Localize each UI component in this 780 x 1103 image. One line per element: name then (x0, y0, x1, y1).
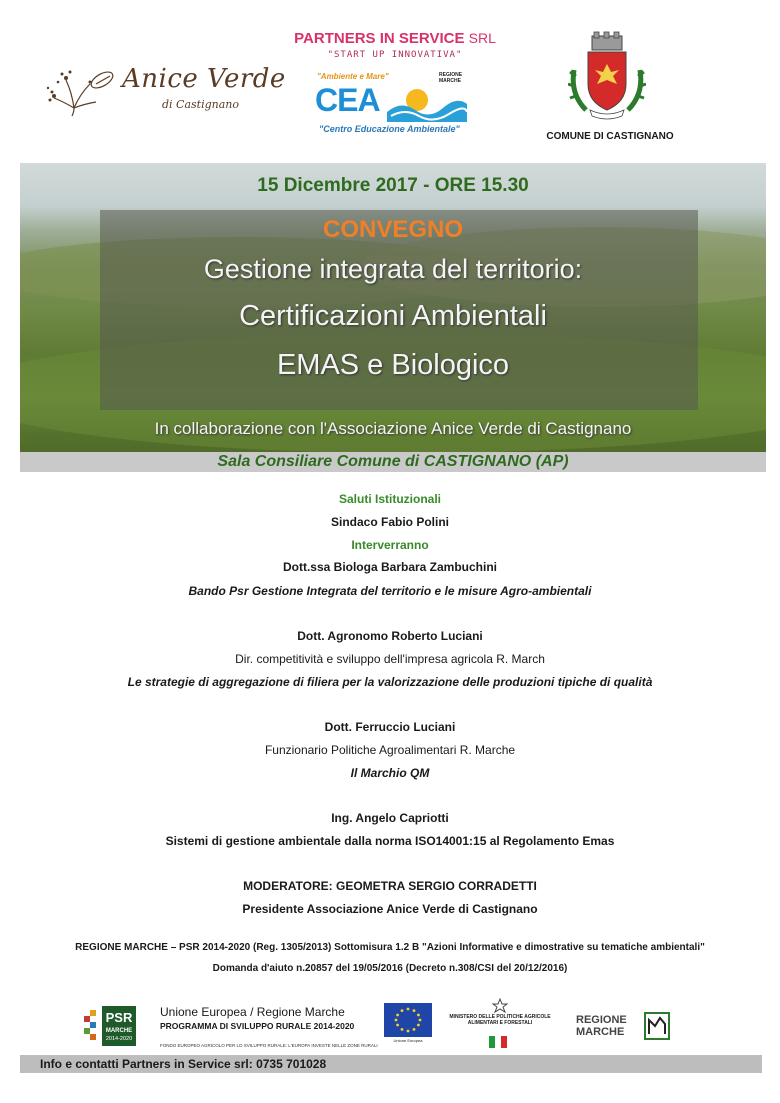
cea-logo (315, 72, 475, 142)
event-banner (20, 163, 766, 471)
speaker-talk: Le strategie di aggregazione di filiera per la valorizzazione delle produzioni tipiche di qualità (127, 675, 653, 689)
speaker-role: Dir. competitività e sviluppo dell'impresa agricola R. March (235, 652, 545, 666)
eu-flag-caption: Unione Europea (393, 1038, 423, 1043)
comune-label: COMUNE DI CASTIGNANO (546, 131, 674, 142)
sun-wave-icon (387, 86, 467, 122)
cea-acronym: CEA (315, 82, 380, 118)
partners-suffix: SRL (468, 30, 496, 46)
event-title-line3: EMAS e Biologico (276, 349, 510, 381)
partners-in-service-logo (270, 30, 520, 60)
speakers-heading: Interverranno (351, 538, 429, 552)
rm-line1: REGIONE (576, 1014, 627, 1026)
psr-logo-region: MARCHE (105, 1028, 133, 1034)
ue-line2: PROGRAMMA DI SVILUPPO RURALE 2014-2020 (160, 1021, 355, 1031)
speaker-role: Funzionario Politiche Agroalimentari R. Marche (264, 743, 516, 757)
ue-program-text (160, 1005, 380, 1048)
cea-regione-text: REGIONE MARCHE (439, 72, 463, 84)
application-line: Domanda d'aiuto n.20857 del 19/05/2016 (Decreto n.308/CSI del 20/12/2016) (212, 963, 568, 974)
rm-line2: MARCHE (576, 1026, 625, 1038)
moderator-role: Presidente Associazione Anice Verde di Castignano (242, 902, 538, 916)
moderator: MODERATORE: GEOMETRA SERGIO CORRADETTI (243, 879, 537, 893)
speaker-name: Dott. Ferruccio Luciani (324, 720, 456, 734)
anise-flower-icon (44, 58, 124, 118)
speaker-talk: Bando Psr Gestione Integrata del territorio e le misure Agro-ambientali (188, 584, 592, 598)
greetings-person: Sindaco Fabio Polini (330, 515, 449, 529)
partners-tagline: "START UP INNOVATIVA" (327, 50, 463, 60)
event-title-line1: Gestione integrata del territorio: (203, 254, 583, 284)
psr-logo-years: 2014-2020 (105, 1036, 133, 1042)
venue: Sala Consiliare Comune di CASTIGNANO (AP) (217, 453, 569, 470)
regione-marche-emblem-icon (644, 1012, 670, 1040)
italian-flag-icon (489, 1036, 507, 1048)
regione-marche-logo (576, 1012, 676, 1042)
event-date: 15 Dicembre 2017 - ORE 15.30 (257, 175, 529, 196)
greetings-heading: Saluti Istituzionali (338, 492, 441, 506)
cea-top-text: "Ambiente e Mare" (317, 72, 389, 81)
anice-logo-title: Anice Verde (122, 64, 286, 94)
psr-marche-logo (82, 1000, 146, 1058)
funding-line: REGIONE MARCHE – PSR 2014-2020 (Reg. 1305/2013) Sottomisura 1.2 B "Azioni Informative e dimostrative su tematiche ambientali" (75, 942, 705, 953)
speaker-name: Ing. Angelo Capriotti (331, 811, 449, 825)
collaboration-note: In collaborazione con l'Associazione Anice Verde di Castignano (154, 419, 632, 438)
psr-logo-name: PSR (105, 1010, 133, 1025)
event-kicker: CONVEGNO (322, 216, 463, 243)
ministry-name: MINISTERO DELLE POLITICHE AGRICOLE ALIMENTARI E FORESTALI (449, 1014, 551, 1026)
contacts-info: Info e contatti Partners in Service srl: 0735 701028 (40, 1057, 327, 1071)
speaker-talk: Il Marchio QM (350, 766, 430, 780)
castignano-coat-of-arms (568, 30, 646, 122)
speaker-name: Dott. Agronomo Roberto Luciani (297, 629, 483, 643)
event-title-line2: Certificazioni Ambientali (239, 300, 547, 332)
speaker-name: Dott.ssa Biologa Barbara Zambuchini (282, 560, 498, 574)
anice-logo-subtitle: di Castignano (162, 98, 240, 111)
italian-emblem-icon (492, 998, 508, 1014)
cea-bottom-text: "Centro Educazione Ambientale" (319, 124, 460, 134)
ue-line3: FONDO EUROPEO AGRICOLO PER LO SVILUPPO RURALE: L'EUROPA INVESTE NELLE ZONE RURALI (160, 1043, 378, 1048)
ue-line1: Unione Europea / Regione Marche (160, 1005, 345, 1019)
speaker-talk: Sistemi di gestione ambientale dalla norma ISO14001:15 al Regolamento Emas (165, 834, 615, 848)
anice-verde-logo (44, 58, 286, 118)
partners-name: PARTNERS IN SERVICE (294, 30, 465, 47)
eu-flag-icon (384, 1003, 432, 1037)
